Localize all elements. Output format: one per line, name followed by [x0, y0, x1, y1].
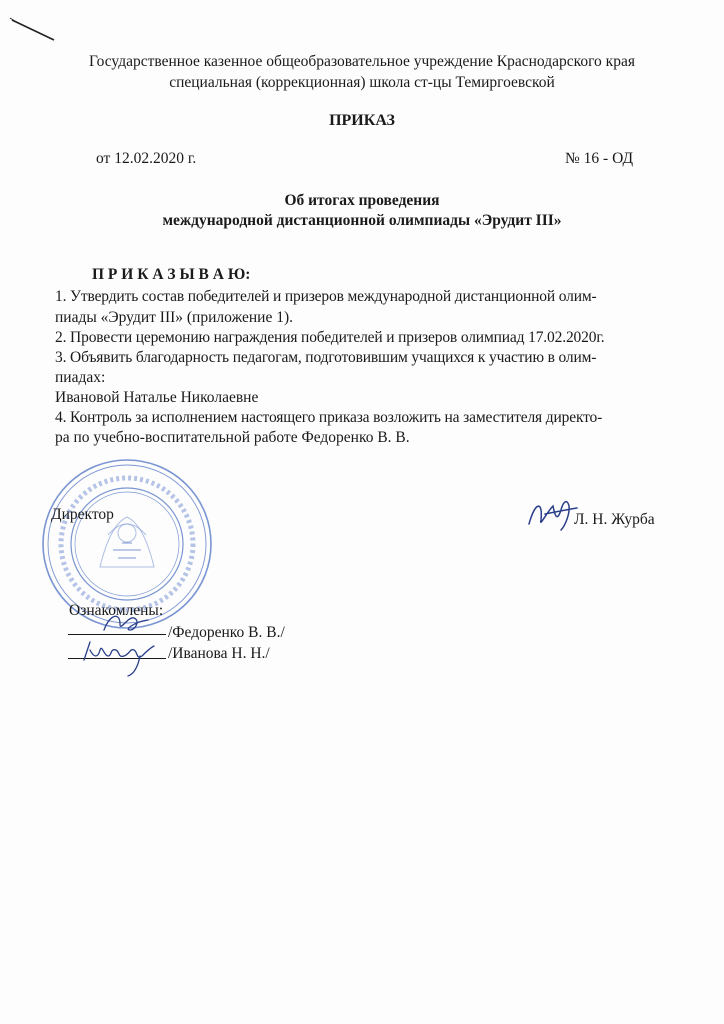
corner-pen-mark — [8, 14, 58, 44]
order-number: № 16 - ОД — [565, 150, 634, 167]
ivanova-signature — [80, 636, 158, 680]
organization-name-line1: Государственное казенное общеобразовательное учреждение Краснодарского края — [89, 53, 635, 70]
body-line: 2. Провести церемонию награждения победителей и призеров олимпиад 17.02.2020г. — [55, 329, 605, 346]
body-line: пиады «Эрудит III» (приложение 1). — [55, 309, 294, 326]
document-title: ПРИКАЗ — [329, 112, 395, 129]
director-signature — [525, 492, 581, 534]
acknowledged-person: /Федоренко В. В./ — [168, 624, 285, 641]
organization-name-line2: специальная (коррекционная) школа ст-цы Темиргоевской — [169, 74, 555, 91]
order-subject-line1: Об итогах проведения — [284, 192, 440, 209]
body-line: Ивановой Наталье Николаевне — [55, 389, 259, 406]
body-line: 3. Объявить благодарность педагогам, подготовившим учащихся к участию в олим- — [55, 349, 597, 366]
body-line: 1. Утвердить состав победителей и призеров международной дистанционной олим- — [55, 288, 597, 305]
order-date: от 12.02.2020 г. — [96, 150, 197, 167]
signature-position: Директор — [51, 506, 114, 523]
order-subject-line2: международной дистанционной олимпиады «Эрудит III» — [162, 212, 562, 229]
acknowledged-label: Ознакомлены: — [69, 602, 164, 619]
body-line: ра по учебно-воспитательной работе Федоренко В. В. — [55, 429, 410, 446]
acknowledged-person: /Иванова Н. Н./ — [168, 645, 270, 662]
body-line: пиадах: — [55, 369, 106, 386]
signature-name: Л. Н. Журба — [574, 511, 655, 528]
directive-heading: П Р И К А З Ы В А Ю: — [92, 266, 251, 283]
body-line: 4. Контроль за исполнением настоящего приказа возложить на заместителя директо- — [55, 409, 603, 426]
